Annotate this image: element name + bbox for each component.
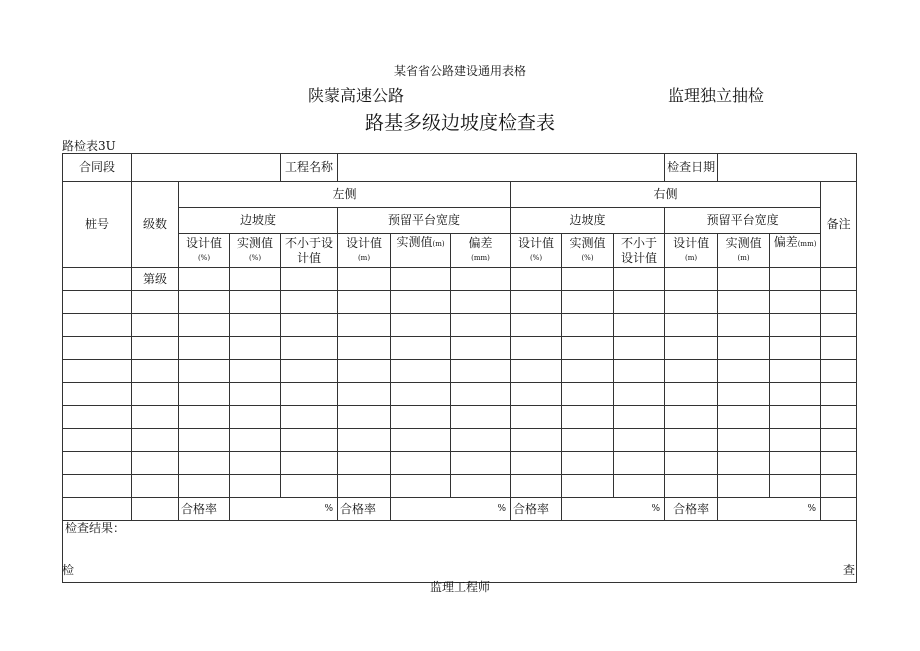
table-cell[interactable]: [451, 337, 511, 360]
table-cell[interactable]: [665, 314, 718, 337]
table-cell[interactable]: [718, 268, 770, 291]
table-cell[interactable]: [63, 268, 132, 291]
table-cell[interactable]: [562, 314, 614, 337]
percent-sign: %: [651, 503, 661, 514]
table-cell[interactable]: [391, 314, 451, 337]
table-cell[interactable]: [821, 360, 857, 383]
table-cell[interactable]: [63, 452, 132, 475]
left-platform-deviation-header: [451, 234, 511, 268]
unit-label: (mm): [471, 253, 490, 262]
table-cell[interactable]: [132, 314, 179, 337]
table-cell[interactable]: [770, 291, 821, 314]
form-series-title: 某省省公路建设通用表格: [393, 64, 526, 78]
table-cell[interactable]: [770, 268, 821, 291]
table-cell[interactable]: [281, 268, 338, 291]
check-result-area[interactable]: [63, 521, 857, 583]
right-slope-header: 边坡度: [511, 208, 665, 234]
table-cell[interactable]: [821, 337, 857, 360]
unit-label: (mm): [797, 239, 817, 248]
table-cell[interactable]: [281, 475, 338, 498]
table-cell[interactable]: [338, 337, 391, 360]
project-name-value[interactable]: [338, 154, 665, 182]
unit-label: (m): [737, 253, 750, 262]
remarks-header: 备注: [821, 182, 857, 268]
table-cell[interactable]: [665, 268, 718, 291]
table-cell[interactable]: [718, 406, 770, 429]
table-cell[interactable]: [179, 383, 230, 406]
table-cell[interactable]: [63, 383, 132, 406]
right-slope-notless-header: [614, 234, 665, 268]
table-cell[interactable]: [338, 360, 391, 383]
header-row-fields: [63, 234, 857, 268]
table-cell[interactable]: [179, 291, 230, 314]
table-cell[interactable]: [562, 337, 614, 360]
table-cell[interactable]: [821, 429, 857, 452]
left-platform-header: 预留平台宽度: [338, 208, 511, 234]
table-cell[interactable]: [665, 429, 718, 452]
unit-label: (m): [357, 253, 371, 262]
remarks-cell[interactable]: [821, 498, 857, 521]
table-cell[interactable]: [770, 406, 821, 429]
table-cell[interactable]: [718, 429, 770, 452]
table-cell[interactable]: [230, 314, 281, 337]
field-label: 设计值: [621, 250, 658, 265]
table-cell[interactable]: [614, 360, 665, 383]
table-cell[interactable]: [63, 429, 132, 452]
table-cell[interactable]: [281, 291, 338, 314]
table-cell[interactable]: [179, 429, 230, 452]
table-cell[interactable]: [665, 475, 718, 498]
table-cell[interactable]: [511, 337, 562, 360]
table-cell[interactable]: [718, 360, 770, 383]
table-cell[interactable]: [718, 314, 770, 337]
field-label: 设计值: [185, 235, 222, 250]
table-cell[interactable]: [562, 406, 614, 429]
table-cell[interactable]: [511, 452, 562, 475]
table-cell[interactable]: [770, 475, 821, 498]
table-cell[interactable]: [281, 314, 338, 337]
table-cell[interactable]: [63, 291, 132, 314]
unit-label: (m): [432, 239, 445, 248]
table-cell[interactable]: [562, 475, 614, 498]
table-cell[interactable]: [230, 429, 281, 452]
table-row: [63, 475, 857, 498]
right-platform-pass-rate-label: 合格率: [665, 498, 718, 521]
table-cell[interactable]: [391, 429, 451, 452]
table-cell[interactable]: [451, 406, 511, 429]
field-label: 设计值: [518, 235, 555, 250]
table-cell[interactable]: [562, 429, 614, 452]
left-slope-notless-header: [281, 234, 338, 268]
right-platform-deviation-header: [770, 234, 821, 268]
table-cell[interactable]: [132, 337, 179, 360]
table-cell[interactable]: [665, 291, 718, 314]
table-cell[interactable]: [179, 314, 230, 337]
table-cell[interactable]: [614, 429, 665, 452]
table-cell[interactable]: [63, 360, 132, 383]
table-cell[interactable]: [179, 406, 230, 429]
table-cell[interactable]: [281, 452, 338, 475]
table-cell[interactable]: [281, 406, 338, 429]
table-cell[interactable]: [770, 383, 821, 406]
section-value[interactable]: [132, 154, 281, 182]
table-cell[interactable]: [179, 360, 230, 383]
field-label: 实测值: [725, 235, 762, 250]
table-row: [63, 406, 857, 429]
table-cell[interactable]: [338, 314, 391, 337]
table-cell[interactable]: [338, 429, 391, 452]
table-cell[interactable]: [230, 337, 281, 360]
left-slope-pass-rate-value[interactable]: [230, 498, 338, 521]
table-cell[interactable]: [614, 475, 665, 498]
table-cell[interactable]: [770, 360, 821, 383]
table-cell[interactable]: [281, 429, 338, 452]
table-cell[interactable]: [718, 475, 770, 498]
field-label: 偏差: [468, 235, 493, 250]
table-cell[interactable]: [451, 383, 511, 406]
table-cell[interactable]: [179, 337, 230, 360]
unit-label: (m): [685, 253, 698, 262]
table-cell[interactable]: [821, 452, 857, 475]
check-label-left: 检: [62, 563, 75, 577]
table-cell[interactable]: [391, 291, 451, 314]
table-cell[interactable]: [511, 268, 562, 291]
right-slope-pass-rate-value[interactable]: [562, 498, 665, 521]
table-cell[interactable]: [821, 383, 857, 406]
project-name-label: 工程名称: [281, 154, 338, 182]
table-cell[interactable]: [511, 314, 562, 337]
table-cell[interactable]: [338, 406, 391, 429]
table-cell[interactable]: [562, 291, 614, 314]
table-cell[interactable]: [281, 337, 338, 360]
table-cell[interactable]: [338, 383, 391, 406]
field-label: 计值: [297, 250, 322, 265]
table-cell[interactable]: [391, 452, 451, 475]
table-cell[interactable]: [230, 452, 281, 475]
table-cell[interactable]: [179, 268, 230, 291]
table-cell[interactable]: [718, 291, 770, 314]
table-cell[interactable]: [614, 314, 665, 337]
info-row: [63, 154, 857, 182]
field-label: 实测值: [569, 235, 606, 250]
left-platform-design-header: [338, 234, 391, 268]
table-cell[interactable]: [230, 475, 281, 498]
table-cell[interactable]: [614, 268, 665, 291]
project-name: 陕蒙高速公路: [308, 86, 405, 105]
table-cell[interactable]: [391, 475, 451, 498]
right-side-header: 右侧: [511, 182, 821, 208]
table-cell[interactable]: [132, 475, 179, 498]
table-cell[interactable]: [451, 360, 511, 383]
table-row: [63, 291, 857, 314]
table-cell[interactable]: [230, 268, 281, 291]
table-cell[interactable]: [281, 383, 338, 406]
table-cell[interactable]: [665, 406, 718, 429]
table-cell[interactable]: [451, 268, 511, 291]
table-cell[interactable]: [451, 452, 511, 475]
table-cell[interactable]: [718, 452, 770, 475]
table-cell[interactable]: [665, 452, 718, 475]
table-row: [63, 452, 857, 475]
table-cell[interactable]: [821, 406, 857, 429]
table-cell[interactable]: [511, 383, 562, 406]
table-cell[interactable]: [391, 383, 451, 406]
table-cell[interactable]: [614, 406, 665, 429]
field-label: 实测值: [396, 234, 433, 249]
table-cell[interactable]: [132, 406, 179, 429]
table-cell[interactable]: [179, 475, 230, 498]
table-cell[interactable]: [179, 452, 230, 475]
right-slope-pass-rate-label: 合格率: [511, 498, 562, 521]
pass-rate-row: [63, 498, 857, 521]
table-cell[interactable]: [770, 337, 821, 360]
table-cell[interactable]: [230, 360, 281, 383]
check-date-label: 检查日期: [665, 154, 718, 182]
table-cell[interactable]: [562, 383, 614, 406]
field-label: 设计值: [673, 235, 710, 250]
table-cell[interactable]: [770, 314, 821, 337]
table-row: [63, 360, 857, 383]
table-cell[interactable]: [665, 337, 718, 360]
unit-label: (%): [529, 253, 543, 262]
table-cell[interactable]: [511, 475, 562, 498]
section-label: 合同段: [63, 154, 132, 182]
table-cell[interactable]: [451, 429, 511, 452]
table-cell[interactable]: [718, 383, 770, 406]
supervising-engineer-label: 监理工程师: [429, 580, 490, 594]
check-label-right: 查: [843, 563, 856, 577]
table-cell[interactable]: [511, 360, 562, 383]
table-cell[interactable]: [391, 406, 451, 429]
table-cell[interactable]: [665, 360, 718, 383]
left-slope-header: 边坡度: [179, 208, 338, 234]
left-slope-measured-header: [230, 234, 281, 268]
table-cell[interactable]: [821, 314, 857, 337]
table-cell[interactable]: [614, 452, 665, 475]
check-result-label: 检查结果：: [65, 521, 126, 535]
field-label: 实测值: [237, 235, 274, 250]
right-platform-measured-header: [718, 234, 770, 268]
table-cell[interactable]: 第级: [132, 268, 179, 291]
right-platform-pass-rate-value[interactable]: [718, 498, 821, 521]
percent-sign: %: [807, 503, 817, 514]
percent-sign: %: [324, 503, 334, 514]
right-slope-design-header: [511, 234, 562, 268]
table-row: [63, 268, 857, 291]
table-row: [63, 314, 857, 337]
table-cell[interactable]: [63, 475, 132, 498]
table-cell[interactable]: [511, 406, 562, 429]
table-cell[interactable]: [821, 475, 857, 498]
table-cell[interactable]: [391, 337, 451, 360]
table-cell[interactable]: [391, 268, 451, 291]
right-slope-measured-header: [562, 234, 614, 268]
table-row: [63, 337, 857, 360]
unit-label: (%): [581, 253, 594, 262]
table-cell[interactable]: [132, 429, 179, 452]
left-slope-pass-rate-label: 合格率: [179, 498, 230, 521]
table-cell[interactable]: [132, 360, 179, 383]
table-cell[interactable]: [338, 475, 391, 498]
table-cell[interactable]: [770, 452, 821, 475]
table-cell[interactable]: [562, 360, 614, 383]
left-side-header: 左侧: [179, 182, 511, 208]
table-cell[interactable]: [821, 291, 857, 314]
left-platform-measured-header: [391, 234, 451, 268]
field-label: 不小于: [621, 235, 658, 250]
left-platform-pass-rate-value[interactable]: [391, 498, 511, 521]
table-cell[interactable]: [132, 452, 179, 475]
table-cell[interactable]: [132, 291, 179, 314]
field-label: 设计值: [346, 235, 383, 250]
left-platform-pass-rate-label: 合格率: [338, 498, 391, 521]
table-cell[interactable]: [132, 383, 179, 406]
table-cell[interactable]: [770, 429, 821, 452]
supervision-label: 监理独立抽检: [668, 86, 765, 105]
page-title: 路基多级边坡度检查表: [364, 112, 555, 134]
table-cell[interactable]: [230, 383, 281, 406]
table-cell[interactable]: [718, 337, 770, 360]
table-cell[interactable]: [63, 337, 132, 360]
table-row: [63, 429, 857, 452]
table-cell[interactable]: [451, 475, 511, 498]
table-cell[interactable]: [511, 291, 562, 314]
table-cell[interactable]: [614, 337, 665, 360]
pile-no-header: 桩号: [63, 182, 132, 268]
data-rows: [63, 268, 857, 498]
table-cell[interactable]: [614, 383, 665, 406]
table-cell[interactable]: [338, 291, 391, 314]
unit-label: (%): [248, 253, 262, 262]
form-number: 路检表3U: [62, 139, 116, 153]
table-cell[interactable]: [230, 406, 281, 429]
table-cell[interactable]: [451, 314, 511, 337]
left-slope-design-header: [179, 234, 230, 268]
table-cell[interactable]: [451, 291, 511, 314]
header-row-group: [63, 208, 857, 234]
pass-rate-empty: [132, 498, 179, 521]
table-row: [63, 383, 857, 406]
table-cell[interactable]: [821, 268, 857, 291]
table-cell[interactable]: [63, 314, 132, 337]
level-count-header: 级数: [132, 182, 179, 268]
table-cell[interactable]: [391, 360, 451, 383]
table-cell[interactable]: [511, 429, 562, 452]
table-cell[interactable]: [281, 360, 338, 383]
result-row: [63, 521, 857, 583]
table-cell[interactable]: [665, 383, 718, 406]
table-cell[interactable]: [614, 291, 665, 314]
table-cell[interactable]: [63, 406, 132, 429]
table-cell[interactable]: [338, 268, 391, 291]
pass-rate-empty: [63, 498, 132, 521]
check-date-value[interactable]: [718, 154, 857, 182]
table-cell[interactable]: [230, 291, 281, 314]
field-label: 不小于设: [285, 235, 334, 250]
table-cell[interactable]: [562, 268, 614, 291]
right-platform-header: 预留平台宽度: [665, 208, 821, 234]
header-row-side: [63, 182, 857, 208]
percent-sign: %: [497, 503, 507, 514]
table-cell[interactable]: [338, 452, 391, 475]
unit-label: (%): [197, 253, 211, 262]
right-platform-design-header: [665, 234, 718, 268]
inspection-table: [62, 153, 857, 583]
table-cell[interactable]: [562, 452, 614, 475]
field-label: 偏差: [773, 234, 798, 249]
